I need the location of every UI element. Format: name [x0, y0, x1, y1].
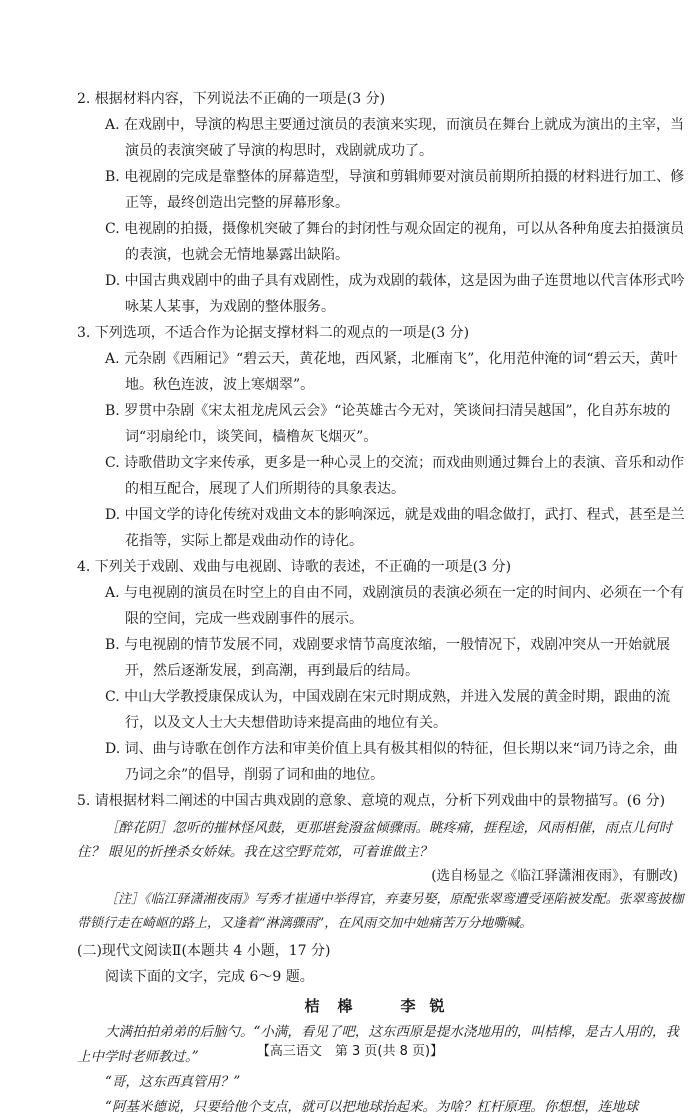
reading-instruction: 阅读下面的文字，完成 6～9 题。 — [105, 969, 314, 985]
question-2-option-b: B. 电视剧的完成是靠整体的屏幕造型，导演和剪辑师要对演员前期所拍摄的材料进行加工、修正等，最终创造出完整的屏幕形象。 — [105, 169, 685, 211]
story-paragraph-3: “阿基米德说，只要给他个支点，就可以把地球抬起来。为啥？杠杆原理。你想想，连地球 — [105, 1099, 639, 1115]
story-paragraph-1: 大满拍拍弟弟的后脑勺。“小满，看见了吧，这东西原是提水浇地用的，叫桔槔，是古人用的，我上中学时老师教过。” — [77, 1024, 679, 1065]
story-title — [77, 992, 686, 1020]
excerpt-note: ［注］《临江驿潇湘夜雨》写秀才崔通中举得官，弃妻另娶，原配张翠鸾遭受诬陷被发配。张翠鸾披枷带锁行走在崎岖的路上，又逢着“淋漓骤雨”，在风雨交加中她痛苦万分地嘶喊。 — [77, 892, 684, 931]
question-2-option-a: A. 在戏剧中，导演的构思主要通过演员的表演来实现，而演员在舞台上就成为演出的主宰，当演员的表演突破了导演的构思时，戏剧就成功了。 — [105, 117, 685, 159]
question-4-option-d: D. 词、曲与诗歌在创作方法和审美价值上具有极其相似的特征，但长期以来“词乃诗之余，曲乃词之余”的倡导，削弱了词和曲的地位。 — [105, 741, 678, 783]
page-footer: 【高三语文 第 3 页(共 8 页)】 — [256, 1044, 444, 1059]
section-heading: (二)现代文阅读Ⅱ(本题共 4 小题，17 分) — [77, 943, 331, 959]
question-4-option-a: A. 与电视剧的演员在时空上的自由不同，戏剧演员的表演必须在一定的时间内、必须在一个有限的空间，完成一些戏剧事件的展示。 — [105, 585, 685, 627]
question-3-stem: 3. 下列选项，不适合作为论据支撑材料二的观点的一项是(3 分) — [77, 325, 470, 341]
excerpt-source: (选自杨显之《临江驿潇湘夜雨》，有删改) — [431, 868, 678, 884]
story-paragraph-2: “哥，这东西真管用？” — [105, 1074, 241, 1090]
question-2-option-c: C. 电视剧的拍摄，摄像机突破了舞台的封闭性与观众固定的视角，可以从各种角度去拍摄演员的表演，也就会无情地暴露出缺陷。 — [105, 221, 685, 263]
question-4-option-b: B. 与电视剧的情节发展不同，戏剧要求情节高度浓缩，一般情况下，戏剧冲突从一开始就展开，然后逐渐发展，到高潮，再到最后的结局。 — [105, 637, 671, 679]
question-4-stem: 4. 下列关于戏剧、戏曲与电视剧、诗歌的表述，不正确的一项是(3 分) — [77, 559, 512, 575]
question-2-stem: 2. 根据材料内容，下列说法不正确的一项是(3 分) — [77, 91, 386, 107]
question-3-option-c: C. 诗歌借助文字来传承，更多是一种心灵上的交流；而戏曲则通过舞台上的表演、音乐和动作的相互配合，展现了人们所期待的具象表达。 — [105, 455, 685, 497]
question-3-option-b: B. 罗贯中杂剧《宋太祖龙虎风云会》“论英雄古今无对，笑谈间扫清吴越国”，化自苏东坡的词“羽扇纶巾，谈笑间，樯橹灰飞烟灭”。 — [105, 403, 671, 445]
opera-excerpt: ［醉花阴］忽听的摧林怪风鼓，更那堪瓮潑盆倾骤雨。眺疼痛，捱程途，风雨相催，雨点儿何时住？ 眼见的折挫杀女娇妹。我在这空野荒郊，可着谁做主？ — [77, 820, 672, 860]
question-3-option-a: A. 元杂剧《西厢记》“碧云天，黄花地，西风紧，北雁南飞”，化用范仲淹的词“碧云天，黄叶地。秋色连波，波上寒烟翠”。 — [105, 351, 678, 393]
story-title-text: 桔槔 — [304, 997, 371, 1015]
question-4-option-c: C. 中山大学教授康保成认为，中国戏剧在宋元时期成熟，并进入发展的黄金时期，跟曲的流行，以及文人士大夫想借助诗来提高曲的地位有关。 — [105, 689, 671, 731]
question-3-option-d: D. 中国文学的诗化传统对戏曲文本的影响深远，就是戏曲的唱念做打，武打、程式，甚至是兰花指等，实际上都是戏曲动作的诗化。 — [105, 507, 685, 549]
question-5-stem: 5. 请根据材料二阐述的中国古典戏剧的意象、意境的观点，分析下列戏曲中的景物描写。(6 分) — [77, 793, 666, 809]
story-author: 李锐 — [400, 997, 459, 1015]
question-2-option-d: D. 中国古典戏剧中的曲子具有戏剧性，成为戏剧的载体，这是因为曲子连贯地以代言体形式吟咏某人某事，为戏剧的整体服务。 — [105, 273, 685, 315]
